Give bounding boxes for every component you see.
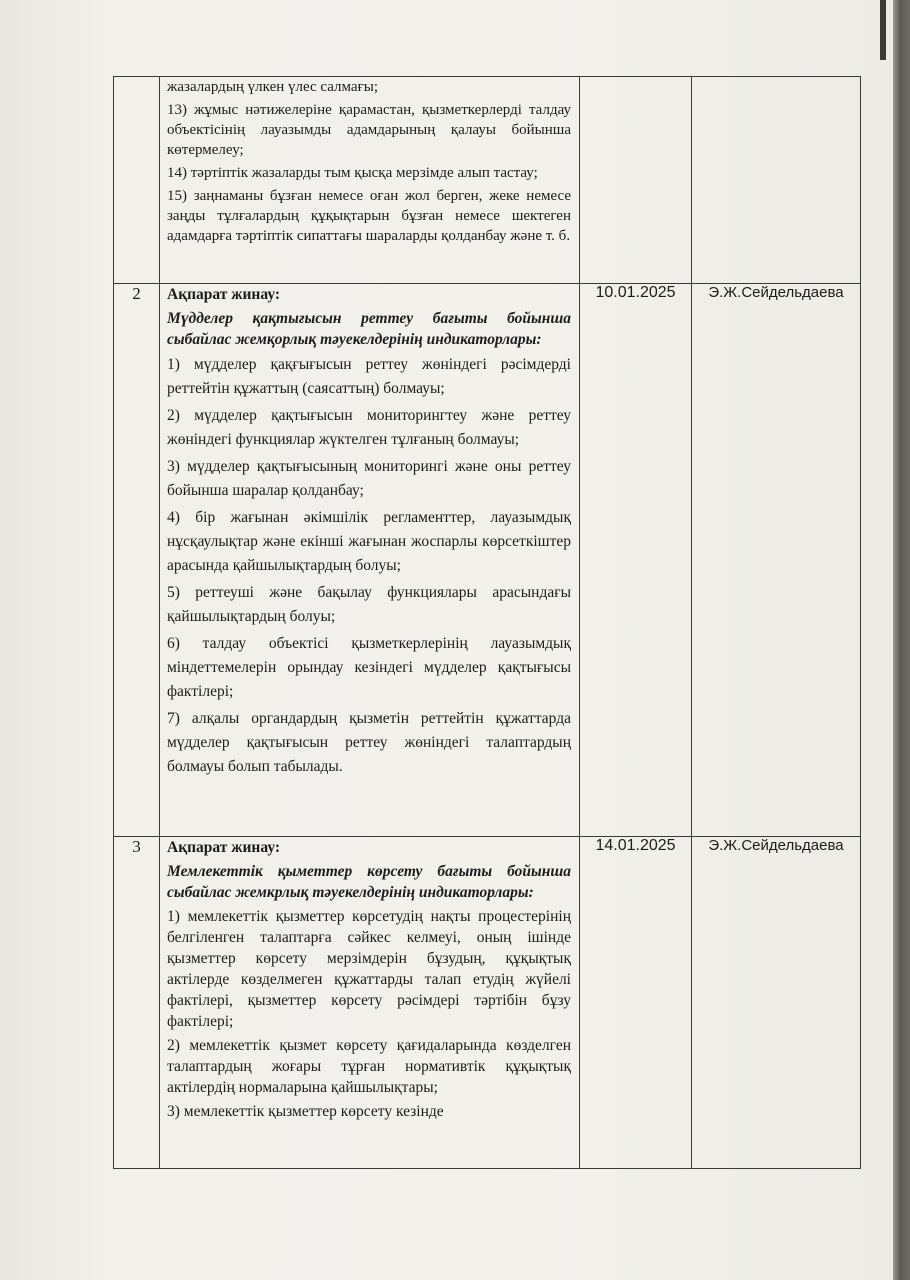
list-item: 5) реттеуші және бақылау функциялары арасындағы қайшылықтардың болуы; (167, 584, 571, 625)
responsible-cell (692, 77, 861, 284)
table-row (114, 77, 861, 284)
row-number-cell (114, 77, 160, 284)
row-number-cell: 2 (114, 284, 160, 837)
page-edge-shadow (893, 0, 910, 1280)
date-cell (580, 77, 692, 284)
content-cell (160, 77, 580, 284)
section-heading: Ақпарат жинау: (167, 839, 281, 856)
responsible-cell: Э.Ж.Сейдельдаева (692, 837, 861, 1169)
section-heading: Ақпарат жинау: (167, 286, 281, 303)
list-item: 7) алқалы органдардың қызметін реттейтін құжаттарда мүдделер қақтығысын реттеу жөніндегі талаптардың болмауы болып табылады. (167, 710, 571, 775)
list-item: 1) мүдделер қақғығысын реттеу жөніндегі рәсімдерді реттейтін құжаттың (саясаттың) болмауы; (167, 356, 571, 397)
section-subheading: Мүдделер қақтығысын реттеу бағыты бойынша сыбайлас жемқорлық тәуекелдерінің индикаторлары: (167, 310, 571, 348)
list-item: 2) мемлекеттік қызмет көрсету қағидаларында көзделген талаптардың жоғары тұрған нормативтік құқықтық актілердің нормаларына қайшылықтары; (167, 1037, 571, 1096)
page-corner-shadow (880, 0, 886, 60)
date-cell: 14.01.2025 (580, 837, 692, 1169)
list-item: 3) мемлекеттік қызметтер көрсету кезінде (167, 1103, 444, 1120)
list-item: 14) тәртіптік жазаларды тым қысқа мерзімде алып тастау; (167, 165, 538, 181)
date-cell: 10.01.2025 (580, 284, 692, 837)
list-item: 6) талдау объектісі қызметкерлерінің лауазымдық міндеттемелерін орындау кезіндегі мүдделер қақтығысы фактілері; (167, 635, 571, 700)
list-item: жазалардың үлкен үлес салмағы; (167, 79, 378, 95)
table-row (114, 837, 861, 1169)
action-plan-table (113, 76, 861, 1169)
row-number-cell: 3 (114, 837, 160, 1169)
content-cell (160, 837, 580, 1169)
table-row (114, 284, 861, 837)
list-item: 4) бір жағынан әкімшілік регламенттер, лауазымдық нұсқаулықтар және екінші жағынан жоспарлы көрсеткіштер арасында қайшылықтардың болуы; (167, 509, 571, 574)
list-item: 15) заңнаманы бұзған немесе оған жол берген, жеке немесе заңды тұлғалардың құқықтарын бұзған немесе шектеген адамдарға тәртіптік сипаттағы шараларды қолданбау және т. б. (167, 188, 571, 244)
list-item: 1) мемлекеттік қызметтер көрсетудің нақты процестерінің белгіленген талаптарға сәйкес келмеуі, оның ішінде қызметтер көрсету мерзімдерін бұзудың, құқықтық актілерде көзделмеген құжаттарды талап етудің жүйелі фактілері, қызметтер көрсету рәсімдері тәртібін бұзу фактілері; (167, 908, 571, 1030)
list-item: 2) мүдделер қақтығысын мониторингтеу және реттеу жөніндегі функциялар жүктелген тұлғаның болмауы; (167, 407, 571, 448)
list-item: 13) жұмыс нәтижелеріне қарамастан, қызметкерлерді талдау объектісінің лауазымды адамдарының қалауы бойынша көтермелеу; (167, 102, 571, 158)
section-subheading: Мемлекеттік қыметтер көрсету бағыты бойынша сыбайлас жемкрлық тәуекелдерінің индикаторлары: (167, 863, 571, 901)
responsible-cell: Э.Ж.Сейдельдаева (692, 284, 861, 837)
list-item: 3) мүдделер қақтығысының мониторингі және оны реттеу бойынша шаралар қолданбау; (167, 458, 571, 499)
content-cell (160, 284, 580, 837)
